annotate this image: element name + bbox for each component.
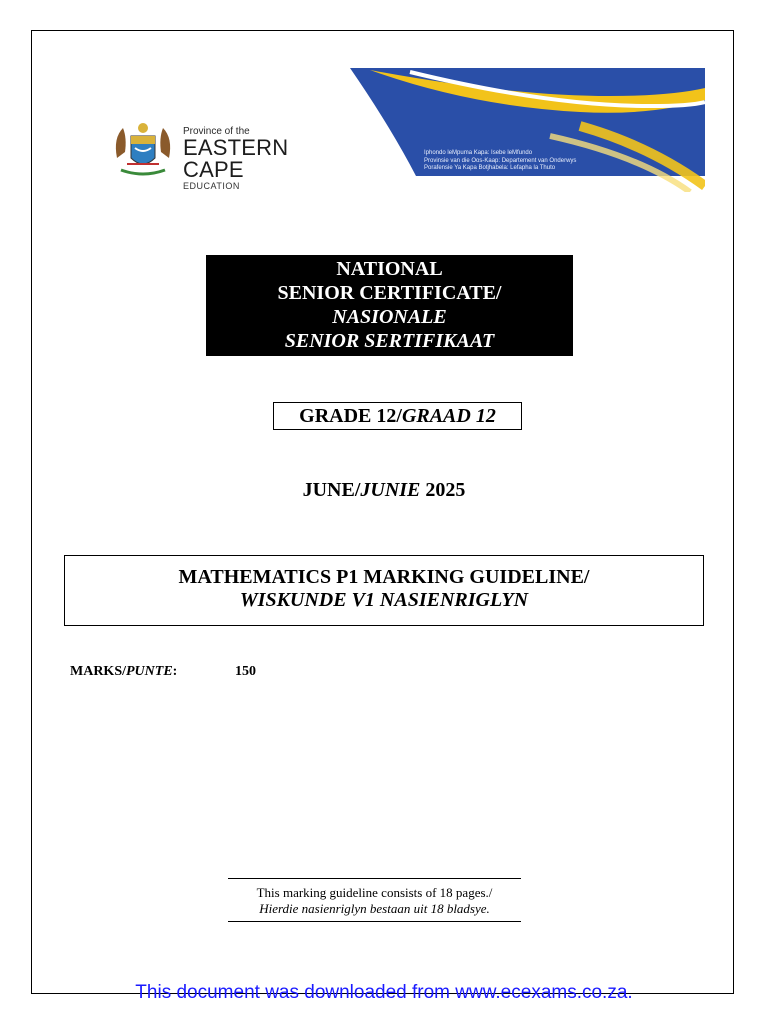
marks-label-en: MARKS/ <box>70 664 126 679</box>
marks-value: 150 <box>235 664 256 679</box>
date-year: 2025 <box>420 479 466 501</box>
marks-colon: : <box>172 664 178 679</box>
logo-line-eastern-cape: EASTERN CAPE <box>183 135 289 182</box>
title-line-senior-sertifikaat: SENIOR SERTIFIKAAT <box>284 330 495 352</box>
date-af: JUNIE <box>360 479 421 501</box>
title-line-national: NATIONAL <box>336 258 443 280</box>
subject-box <box>64 555 704 626</box>
page-count-en: This marking guideline consists of 18 pages./ <box>256 885 493 900</box>
banner-line-1: Iphondo leMpuma Kapa: Isebe leMfundo <box>424 150 533 156</box>
title-line-senior-certificate: SENIOR CERTIFICATE/ <box>277 282 502 304</box>
banner-caption <box>424 150 604 173</box>
download-footer: This document was downloaded from www.ecexams.co.za. <box>135 982 633 1003</box>
title-line-nasionale: NASIONALE <box>332 306 447 328</box>
grade-af: GRAAD 12 <box>401 405 496 427</box>
grade-box <box>273 402 522 430</box>
subject-en: MATHEMATICS P1 MARKING GUIDELINE/ <box>178 566 590 588</box>
certificate-title-box <box>206 255 573 356</box>
grade-en: GRADE 12/ <box>299 405 402 427</box>
page-count-note <box>228 878 521 922</box>
exam-date <box>0 479 768 502</box>
marks-line <box>70 664 256 680</box>
page-count-af: Hierdie nasienriglyn bestaan uit 18 bladsye. <box>259 901 490 916</box>
eastern-cape-logo <box>107 118 327 191</box>
logo-wordmark <box>183 126 327 191</box>
marks-label-af: PUNTE <box>126 664 173 679</box>
date-en: JUNE/ <box>302 479 361 501</box>
logo-line-province: Province of the <box>183 126 250 137</box>
subject-af: WISKUNDE V1 NASIENRIGLYN <box>239 589 529 611</box>
coat-of-arms-icon <box>107 118 179 180</box>
banner-line-2: Provinsie van die Oos-Kaap: Departement van Onderwys <box>424 157 577 164</box>
header-banner <box>350 66 705 192</box>
logo-line-education: EDUCATION <box>183 181 240 191</box>
banner-line-3: Porafensie Ya Kapa Botjhabela: Lefapha la Thuto <box>424 165 556 171</box>
